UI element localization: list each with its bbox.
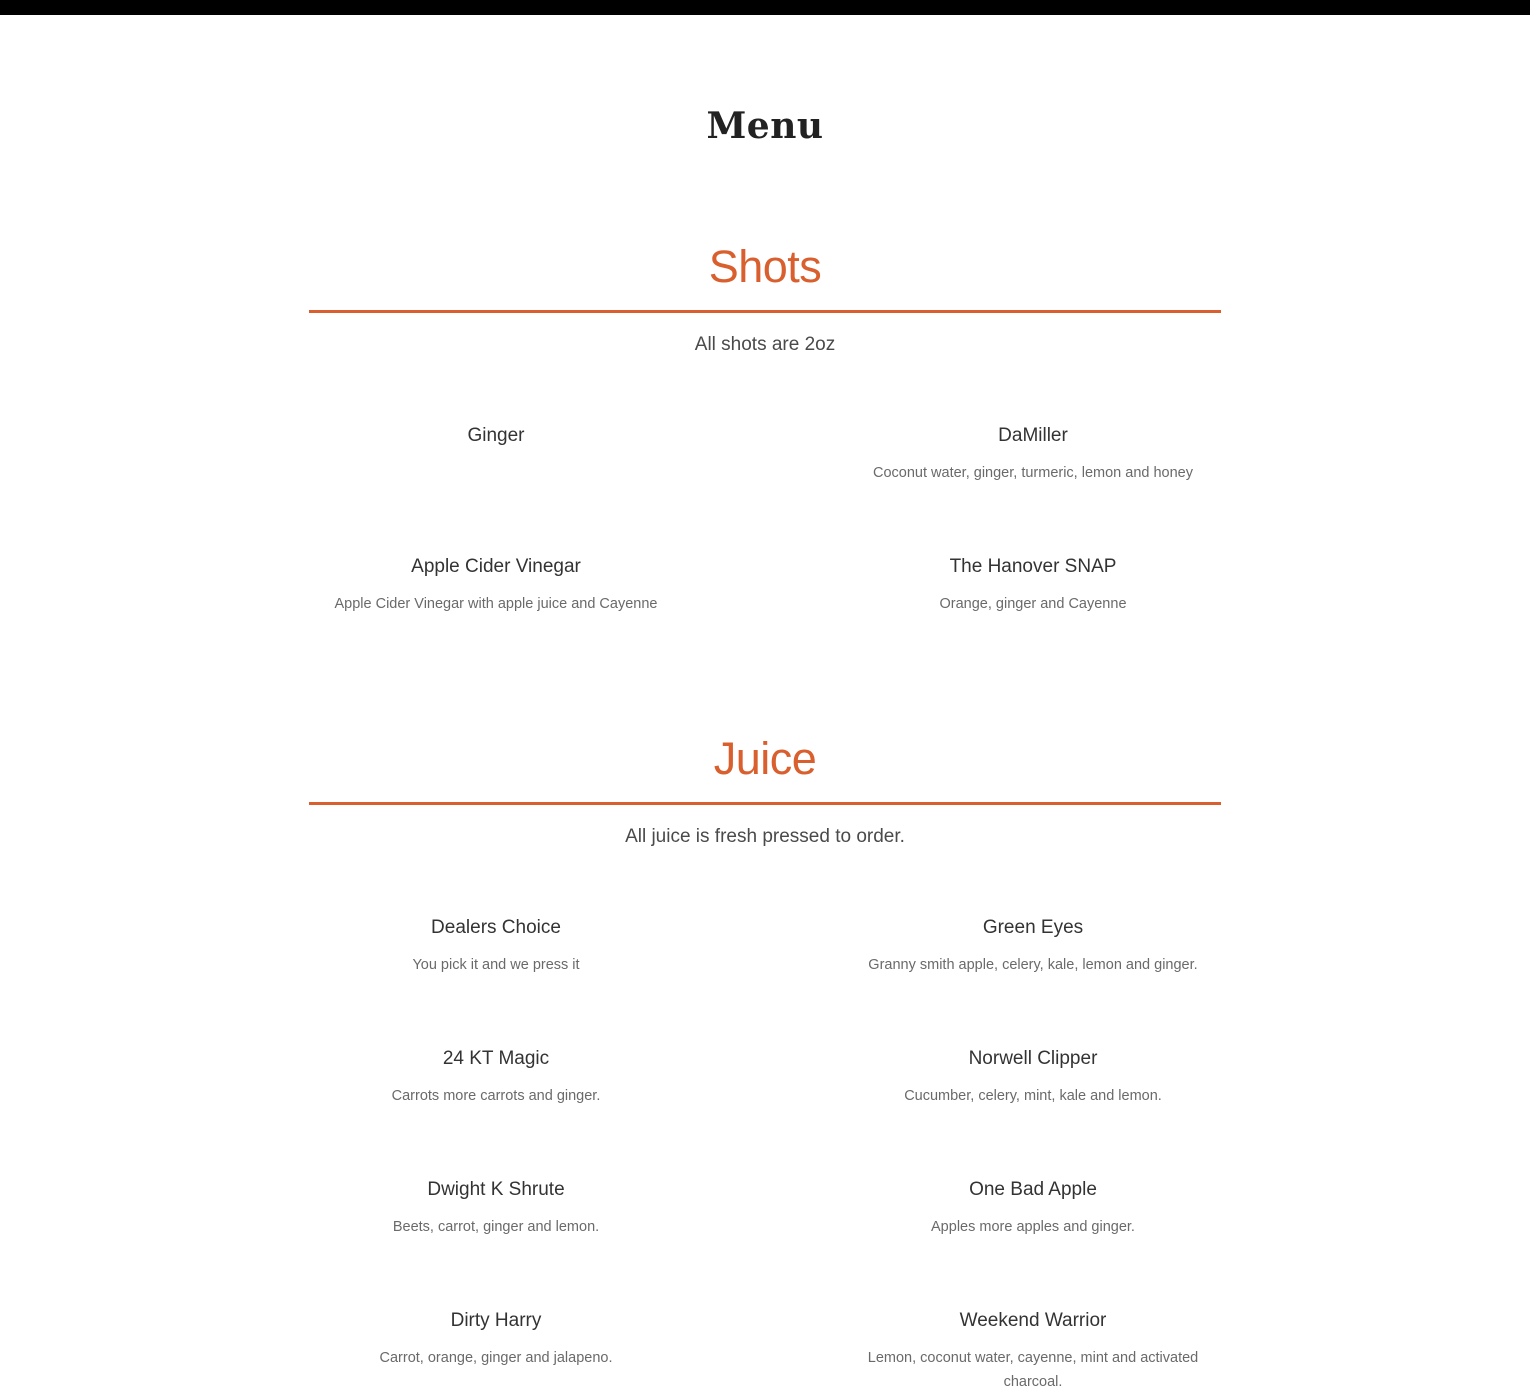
menu-item <box>843 424 1223 485</box>
item-description: Lemon, coconut water, cayenne, mint and activated charcoal. <box>867 1350 1199 1390</box>
shots-divider <box>309 310 1221 313</box>
item-name: Ginger <box>467 425 525 446</box>
item-description: Carrot, orange, ginger and jalapeno. <box>379 1350 613 1366</box>
item-name: The Hanover SNAP <box>949 556 1117 577</box>
item-name: Dealers Choice <box>431 917 561 938</box>
item-name: 24 KT Magic <box>442 1048 550 1069</box>
item-description: You pick it and we press it <box>412 957 580 973</box>
juice-divider <box>309 802 1221 805</box>
item-name: Norwell Clipper <box>968 1048 1098 1069</box>
item-name: Weekend Warrior <box>959 1310 1107 1331</box>
menu-item <box>306 1047 686 1108</box>
item-name: Apple Cider Vinegar <box>411 556 581 577</box>
item-description: Orange, ginger and Cayenne <box>939 596 1127 612</box>
shots-note: All shots are 2oz <box>694 334 836 355</box>
item-name: One Bad Apple <box>969 1179 1097 1200</box>
item-description: Cucumber, celery, mint, kale and lemon. <box>904 1088 1162 1104</box>
item-name: Dirty Harry <box>450 1310 542 1331</box>
juice-section-title: Juice <box>713 733 817 784</box>
shots-section <box>309 240 1221 357</box>
item-description: Granny smith apple, celery, kale, lemon and ginger. <box>868 957 1198 973</box>
item-name: Green Eyes <box>982 917 1084 938</box>
menu-item <box>863 1309 1203 1394</box>
shots-section-title: Shots <box>708 241 822 292</box>
item-description: Carrots more carrots and ginger. <box>391 1088 601 1104</box>
menu-item <box>843 916 1223 977</box>
menu-item <box>843 555 1223 616</box>
item-description: Apple Cider Vinegar with apple juice and Cayenne <box>334 596 658 612</box>
juice-section <box>309 732 1221 849</box>
menu-item <box>306 1178 686 1239</box>
page-title: Menu <box>706 105 824 147</box>
top-bar <box>0 0 1530 15</box>
item-name: DaMiller <box>998 425 1068 446</box>
item-description: Coconut water, ginger, turmeric, lemon and honey <box>873 465 1193 481</box>
menu-item <box>306 916 686 977</box>
menu-item <box>843 1178 1223 1239</box>
menu-item <box>306 424 686 461</box>
item-name: Dwight K Shrute <box>427 1179 565 1200</box>
item-description: Beets, carrot, ginger and lemon. <box>392 1219 600 1235</box>
menu-item <box>843 1047 1223 1108</box>
menu-item <box>306 555 686 616</box>
juice-note: All juice is fresh pressed to order. <box>625 826 905 847</box>
item-description: Apples more apples and ginger. <box>931 1219 1135 1235</box>
menu-item <box>306 1309 686 1370</box>
